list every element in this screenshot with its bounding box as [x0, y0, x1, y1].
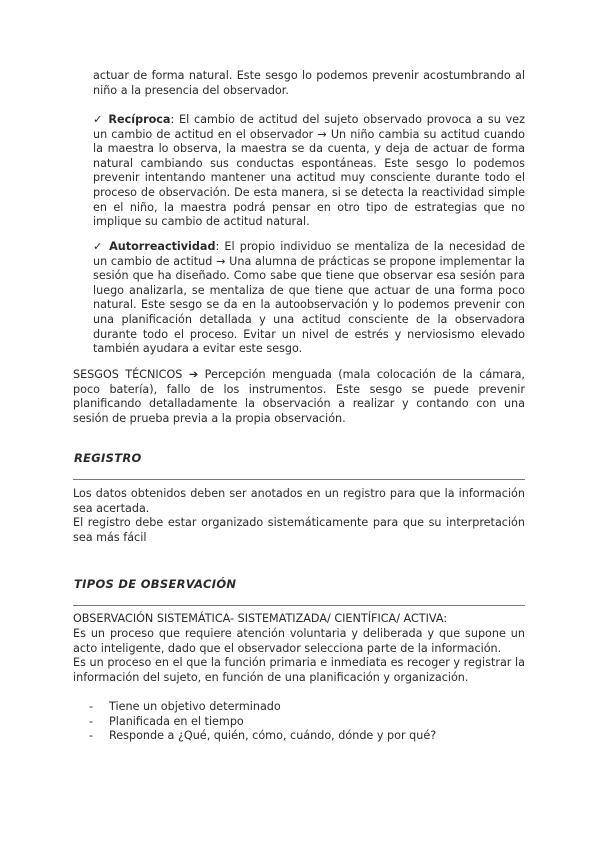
list-item: - Responde a ¿Qué, quién, cómo, cuándo, dónde y por qué?: [89, 729, 437, 743]
autorreactividad-text: : El propio individuo se mentaliza de la necesidad de un cambio de actitud → Una alumna de prácticas se propone implementar la sesión que ha diseñado. Como sabe que tiene que observar esa sesión para luego analizarla, se mentaliza de que tiene que actuar de una forma poco natural. Este sesgo se da en la autoobservación y lo podemos prevenir con una planificación detallada y una actitud consciente de la observadora durante todo el proceso. Evitar un nivel de estrés y nerviosismo elevado también ayudara a evitar este sesgo.: [93, 240, 525, 356]
dash-icon: -: [89, 729, 94, 743]
sesgos-tecnicos-term: SESGOS TÉCNICOS: [73, 368, 183, 381]
list-item: - Planificada en el tiempo: [89, 714, 244, 728]
dash-icon: -: [89, 714, 94, 728]
dash-icon: -: [89, 700, 94, 713]
registro-paragraph-2: El registro debe estar organizado sistemáticamente para que su interpretación sea más fácil: [73, 516, 525, 544]
check-icon: ✓: [93, 240, 104, 253]
tipos-bullet-list: [89, 700, 436, 744]
tipos-heading: TIPOS DE OBSERVACIÓN: [74, 577, 237, 591]
autorreactividad-paragraph: [93, 240, 525, 357]
arrow-icon: ➔: [188, 368, 199, 381]
tipos-paragraph-2: Es un proceso en el que la función primaria e inmediata es recoger y registrar la información del sujeto, en función de una planificación y organización.: [73, 656, 525, 684]
list-item: - Tiene un objetivo determinado: [89, 700, 281, 713]
sesgos-tecnicos-paragraph: [73, 368, 525, 426]
registro-heading: REGISTRO: [74, 451, 142, 465]
reciproca-text: : El cambio de actitud del sujeto observado provoca a su vez un cambio de actitud en el observador → Un niño cambia su actitud cuando la maestra lo observa, la maestra se da cuenta, y deja de actuar de forma natural cambiando sus conductas espontáneas. Este sesgo lo podemos prevenir intentando mantener una actitud muy consciente durante todo el proceso de observación. De esta manera, si se detecta la reactividad simple en el niño, la maestra podrá pensar en otro tipo de estrategias que no implique su cambio de actitud natural.: [93, 113, 525, 229]
sesgos-tecnicos-text: Percepción menguada (mala colocación de la cámara, poco batería), fallo de los instrumentos. Este sesgo se puede prevenir planificando detalladamente la observación a realizar y contando con una sesión de prueba previa a la propia observación.: [73, 368, 525, 425]
autorreactividad-term: Autorreactividad: [109, 240, 216, 253]
registro-divider: [73, 479, 525, 480]
reciproca-paragraph: [93, 113, 525, 230]
tipos-paragraph-1: Es un proceso que requiere atención voluntaria y deliberada y que supone un acto inteligente, dado que el observador selecciona parte de la información.: [73, 627, 525, 655]
tipos-divider: [73, 605, 525, 606]
check-icon: ✓: [93, 113, 104, 126]
tipos-subtitle: OBSERVACIÓN SISTEMÁTICA- SISTEMATIZADA/ CIENTÍFICA/ ACTIVA:: [73, 612, 448, 625]
registro-paragraph-1: Los datos obtenidos deben ser anotados en un registro para que la información sea acertada.: [73, 487, 525, 515]
continuation-paragraph: actuar de forma natural. Este sesgo lo podemos prevenir acostumbrando al niño a la presencia del observador.: [93, 69, 525, 97]
reciproca-term: Recíproca: [108, 113, 171, 126]
